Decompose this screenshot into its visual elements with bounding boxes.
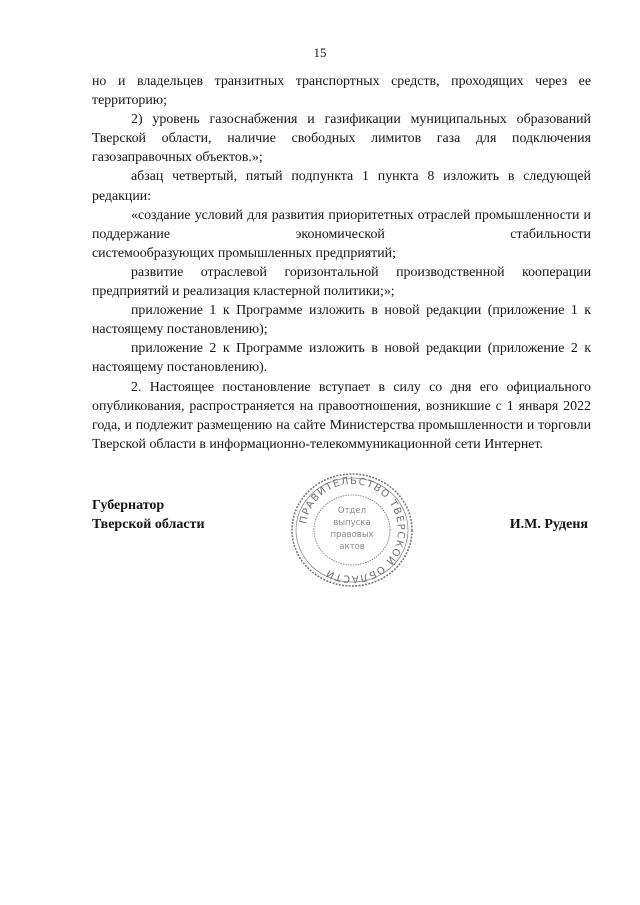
stamp-center-line-4: актов [339,542,365,552]
paragraph-quote-end: системообразующих промышленных предприятий; [92,245,396,261]
signatory-title: Губернатор [92,498,165,513]
paragraph-quote-start: «создание условий для развития приоритетных отраслей промышленности и поддержание экономической стабильности [92,207,591,242]
paragraph-cluster-policy: развитие отраслевой горизонтальной производственной кооперации предприятий и реализация кластерной политики;»; [92,264,591,300]
stamp-center-line-3: правовых [330,530,374,540]
official-stamp [282,468,422,593]
signatory-region: Тверской области [92,517,205,532]
paragraph-appendix-2: приложение 2 к Программе изложить в новой редакции (приложение 2 к настоящему постановлению). [92,341,591,376]
document-body [92,72,591,454]
paragraph-continuation: но и владельцев транзитных транспортных средств, проходящих через ее территорию; [92,74,591,109]
stamp-center-line-2: выпуска [333,518,371,528]
stamp-seal-graphic [282,468,422,593]
paragraph-appendix-1: приложение 1 к Программе изложить в новой редакции (приложение 1 к настоящему постановлению); [92,303,591,338]
signatory-position [92,496,205,534]
paragraph-amendment-intro: абзац четвертый, пятый подпункта 1 пункта 8 изложить в следующей редакции: [92,169,591,204]
signatory-name: И.М. Руденя [509,517,588,532]
paragraph-entry-into-force: 2. Настоящее постановление вступает в силу со дня его официального опубликования, распространяется на правоотношения, возникшие с 1 января 2022 года, и подлежит размещению на сайте Министерства промышленности и торговли Тверской области в информационно-телекоммуникационной сети Интернет. [92,379,591,452]
paragraph-gas-supply: 2) уровень газоснабжения и газификации муниципальных образований Тверской области, наличие свободных лимитов газа для подключения газозаправочных объектов.»; [92,112,591,166]
stamp-center-line-1: Отдел [337,506,367,516]
stamp-ring-text: ПРАВИТЕЛЬСТВО ТВЕРСКОЙ ОБЛАСТИ [298,475,407,585]
page-number: 15 [313,45,327,60]
